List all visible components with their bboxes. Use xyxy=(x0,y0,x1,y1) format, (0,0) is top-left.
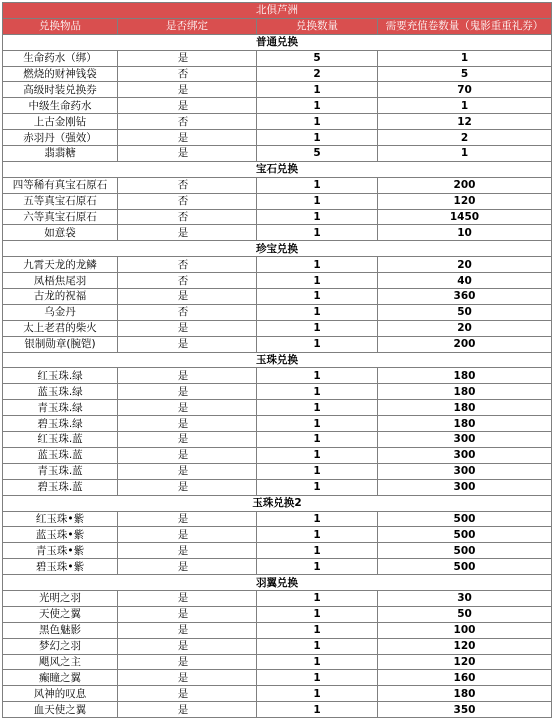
table-row xyxy=(3,98,552,114)
cost-cell: 360 xyxy=(378,289,552,305)
bound-cell: 是 xyxy=(118,400,257,416)
cost-cell: 160 xyxy=(378,670,552,686)
bound-cell: 是 xyxy=(118,447,257,463)
exchange-table-body xyxy=(3,3,552,718)
cost-cell: 200 xyxy=(378,177,552,193)
bound-cell: 是 xyxy=(118,638,257,654)
section-header-row xyxy=(3,34,552,50)
bound-cell: 是 xyxy=(118,384,257,400)
title-row xyxy=(3,3,552,19)
bound-cell: 是 xyxy=(118,320,257,336)
table-row xyxy=(3,543,552,559)
quantity-cell: 1 xyxy=(257,622,378,638)
item-name-cell: 红玉珠.蓝 xyxy=(3,432,118,448)
cost-cell: 120 xyxy=(378,638,552,654)
table-row xyxy=(3,511,552,527)
bound-cell: 是 xyxy=(118,368,257,384)
table-row xyxy=(3,209,552,225)
item-name-cell: 燃烧的财神钱袋 xyxy=(3,66,118,82)
cost-cell: 500 xyxy=(378,559,552,575)
table-row xyxy=(3,416,552,432)
item-name-cell: 青玉珠.蓝 xyxy=(3,463,118,479)
cost-cell: 180 xyxy=(378,368,552,384)
item-name-cell: 五等真宝石原石 xyxy=(3,193,118,209)
column-header-item: 兑换物品 xyxy=(3,18,118,34)
quantity-cell: 1 xyxy=(257,225,378,241)
cost-cell: 300 xyxy=(378,463,552,479)
table-row xyxy=(3,670,552,686)
quantity-cell: 1 xyxy=(257,416,378,432)
quantity-cell: 1 xyxy=(257,273,378,289)
quantity-cell: 1 xyxy=(257,606,378,622)
table-row xyxy=(3,82,552,98)
quantity-cell: 1 xyxy=(257,400,378,416)
quantity-cell: 1 xyxy=(257,670,378,686)
cost-cell: 180 xyxy=(378,686,552,702)
cost-cell: 40 xyxy=(378,273,552,289)
cost-cell: 120 xyxy=(378,193,552,209)
table-row xyxy=(3,622,552,638)
quantity-cell: 1 xyxy=(257,209,378,225)
bound-cell: 否 xyxy=(118,177,257,193)
table-row xyxy=(3,193,552,209)
section-title: 玉珠兑换2 xyxy=(3,495,552,511)
bound-cell: 是 xyxy=(118,336,257,352)
item-name-cell: 凤梧焦尾羽 xyxy=(3,273,118,289)
bound-cell: 否 xyxy=(118,304,257,320)
quantity-cell: 1 xyxy=(257,654,378,670)
cost-cell: 5 xyxy=(378,66,552,82)
quantity-cell: 2 xyxy=(257,66,378,82)
bound-cell: 是 xyxy=(118,130,257,146)
table-row xyxy=(3,336,552,352)
item-name-cell: 乌金丹 xyxy=(3,304,118,320)
cost-cell: 50 xyxy=(378,304,552,320)
table-row xyxy=(3,559,552,575)
quantity-cell: 1 xyxy=(257,130,378,146)
table-row xyxy=(3,50,552,66)
table-row xyxy=(3,527,552,543)
item-name-cell: 赤羽丹（强效） xyxy=(3,130,118,146)
item-name-cell: 青玉珠.绿 xyxy=(3,400,118,416)
quantity-cell: 1 xyxy=(257,177,378,193)
quantity-cell: 1 xyxy=(257,304,378,320)
cost-cell: 1 xyxy=(378,50,552,66)
bound-cell: 是 xyxy=(118,543,257,559)
quantity-cell: 1 xyxy=(257,702,378,718)
cost-cell: 12 xyxy=(378,114,552,130)
table-row xyxy=(3,384,552,400)
cost-cell: 20 xyxy=(378,257,552,273)
item-name-cell: 碧玉珠•紫 xyxy=(3,559,118,575)
section-title: 玉珠兑换 xyxy=(3,352,552,368)
table-row xyxy=(3,702,552,718)
item-name-cell: 上古金刚钻 xyxy=(3,114,118,130)
bound-cell: 是 xyxy=(118,511,257,527)
item-name-cell: 蓝玉珠.蓝 xyxy=(3,447,118,463)
item-name-cell: 红玉珠•紫 xyxy=(3,511,118,527)
cost-cell: 120 xyxy=(378,654,552,670)
table-row xyxy=(3,654,552,670)
cost-cell: 500 xyxy=(378,511,552,527)
item-name-cell: 六等真宝石原石 xyxy=(3,209,118,225)
quantity-cell: 5 xyxy=(257,50,378,66)
table-row xyxy=(3,320,552,336)
section-title: 羽翼兑换 xyxy=(3,575,552,591)
table-row xyxy=(3,304,552,320)
cost-cell: 180 xyxy=(378,400,552,416)
item-name-cell: 青玉珠•紫 xyxy=(3,543,118,559)
table-row xyxy=(3,146,552,162)
cost-cell: 500 xyxy=(378,527,552,543)
quantity-cell: 1 xyxy=(257,447,378,463)
section-title: 宝石兑换 xyxy=(3,161,552,177)
quantity-cell: 1 xyxy=(257,686,378,702)
bound-cell: 是 xyxy=(118,622,257,638)
bound-cell: 否 xyxy=(118,193,257,209)
quantity-cell: 1 xyxy=(257,463,378,479)
bound-cell: 是 xyxy=(118,225,257,241)
quantity-cell: 1 xyxy=(257,193,378,209)
item-name-cell: 四等稀有真宝石原石 xyxy=(3,177,118,193)
bound-cell: 是 xyxy=(118,590,257,606)
item-name-cell: 生命药水（绑） xyxy=(3,50,118,66)
item-name-cell: 高级时装兑换券 xyxy=(3,82,118,98)
bound-cell: 是 xyxy=(118,432,257,448)
bound-cell: 是 xyxy=(118,98,257,114)
exchange-table xyxy=(2,2,552,718)
column-header-quantity: 兑换数量 xyxy=(257,18,378,34)
bound-cell: 是 xyxy=(118,702,257,718)
column-header-row xyxy=(3,18,552,34)
item-name-cell: 太上老君的柴火 xyxy=(3,320,118,336)
quantity-cell: 1 xyxy=(257,559,378,575)
item-name-cell: 碧玉珠.绿 xyxy=(3,416,118,432)
quantity-cell: 1 xyxy=(257,432,378,448)
quantity-cell: 1 xyxy=(257,638,378,654)
bound-cell: 是 xyxy=(118,416,257,432)
quantity-cell: 1 xyxy=(257,527,378,543)
quantity-cell: 1 xyxy=(257,320,378,336)
bound-cell: 是 xyxy=(118,686,257,702)
item-name-cell: 黑色魅影 xyxy=(3,622,118,638)
item-name-cell: 碧玉珠.蓝 xyxy=(3,479,118,495)
cost-cell: 180 xyxy=(378,384,552,400)
table-row xyxy=(3,479,552,495)
bound-cell: 是 xyxy=(118,289,257,305)
table-row xyxy=(3,114,552,130)
cost-cell: 350 xyxy=(378,702,552,718)
section-title: 普通兑换 xyxy=(3,34,552,50)
table-row xyxy=(3,130,552,146)
item-name-cell: 银制勋章(腕铠) xyxy=(3,336,118,352)
bound-cell: 是 xyxy=(118,82,257,98)
cost-cell: 180 xyxy=(378,416,552,432)
item-name-cell: 红玉珠.绿 xyxy=(3,368,118,384)
cost-cell: 70 xyxy=(378,82,552,98)
bound-cell: 否 xyxy=(118,114,257,130)
section-header-row xyxy=(3,352,552,368)
column-header-cost: 需要充值卷数量（鬼影重重礼券） xyxy=(378,18,552,34)
quantity-cell: 1 xyxy=(257,590,378,606)
bound-cell: 否 xyxy=(118,273,257,289)
quantity-cell: 1 xyxy=(257,336,378,352)
table-row xyxy=(3,447,552,463)
table-row xyxy=(3,432,552,448)
table-row xyxy=(3,368,552,384)
quantity-cell: 1 xyxy=(257,114,378,130)
table-row xyxy=(3,638,552,654)
cost-cell: 500 xyxy=(378,543,552,559)
quantity-cell: 1 xyxy=(257,384,378,400)
section-header-row xyxy=(3,241,552,257)
bound-cell: 是 xyxy=(118,527,257,543)
sheet-title: 北俱芦洲 xyxy=(3,3,552,19)
table-row xyxy=(3,289,552,305)
cost-cell: 100 xyxy=(378,622,552,638)
item-name-cell: 古龙的祝福 xyxy=(3,289,118,305)
cost-cell: 300 xyxy=(378,479,552,495)
cost-cell: 2 xyxy=(378,130,552,146)
quantity-cell: 1 xyxy=(257,257,378,273)
item-name-cell: 翡翡糖 xyxy=(3,146,118,162)
section-header-row xyxy=(3,495,552,511)
table-row xyxy=(3,66,552,82)
cost-cell: 300 xyxy=(378,447,552,463)
section-header-row xyxy=(3,161,552,177)
quantity-cell: 1 xyxy=(257,82,378,98)
table-row xyxy=(3,177,552,193)
bound-cell: 是 xyxy=(118,606,257,622)
bound-cell: 是 xyxy=(118,559,257,575)
quantity-cell: 1 xyxy=(257,98,378,114)
section-header-row xyxy=(3,575,552,591)
cost-cell: 200 xyxy=(378,336,552,352)
cost-cell: 1450 xyxy=(378,209,552,225)
table-row xyxy=(3,273,552,289)
bound-cell: 是 xyxy=(118,654,257,670)
cost-cell: 1 xyxy=(378,146,552,162)
bound-cell: 是 xyxy=(118,463,257,479)
cost-cell: 30 xyxy=(378,590,552,606)
cost-cell: 1 xyxy=(378,98,552,114)
table-row xyxy=(3,686,552,702)
bound-cell: 是 xyxy=(118,479,257,495)
bound-cell: 是 xyxy=(118,670,257,686)
cost-cell: 20 xyxy=(378,320,552,336)
bound-cell: 否 xyxy=(118,257,257,273)
quantity-cell: 1 xyxy=(257,511,378,527)
item-name-cell: 中级生命药水 xyxy=(3,98,118,114)
item-name-cell: 风神的叹息 xyxy=(3,686,118,702)
bound-cell: 否 xyxy=(118,66,257,82)
quantity-cell: 5 xyxy=(257,146,378,162)
item-name-cell: 血天使之翼 xyxy=(3,702,118,718)
quantity-cell: 1 xyxy=(257,479,378,495)
item-name-cell: 光明之羽 xyxy=(3,590,118,606)
item-name-cell: 天使之翼 xyxy=(3,606,118,622)
item-name-cell: 梦幻之羽 xyxy=(3,638,118,654)
quantity-cell: 1 xyxy=(257,368,378,384)
item-name-cell: 蓝玉珠•紫 xyxy=(3,527,118,543)
table-row xyxy=(3,225,552,241)
table-row xyxy=(3,606,552,622)
bound-cell: 否 xyxy=(118,209,257,225)
column-header-bound: 是否绑定 xyxy=(118,18,257,34)
cost-cell: 300 xyxy=(378,432,552,448)
bound-cell: 是 xyxy=(118,146,257,162)
quantity-cell: 1 xyxy=(257,543,378,559)
table-row xyxy=(3,590,552,606)
table-row xyxy=(3,257,552,273)
item-name-cell: 九霄天龙的龙鳞 xyxy=(3,257,118,273)
bound-cell: 是 xyxy=(118,50,257,66)
item-name-cell: 飓风之主 xyxy=(3,654,118,670)
item-name-cell: 癫瞳之翼 xyxy=(3,670,118,686)
section-title: 珍宝兑换 xyxy=(3,241,552,257)
cost-cell: 10 xyxy=(378,225,552,241)
cost-cell: 50 xyxy=(378,606,552,622)
item-name-cell: 蓝玉珠.绿 xyxy=(3,384,118,400)
item-name-cell: 如意袋 xyxy=(3,225,118,241)
quantity-cell: 1 xyxy=(257,289,378,305)
table-row xyxy=(3,400,552,416)
table-row xyxy=(3,463,552,479)
